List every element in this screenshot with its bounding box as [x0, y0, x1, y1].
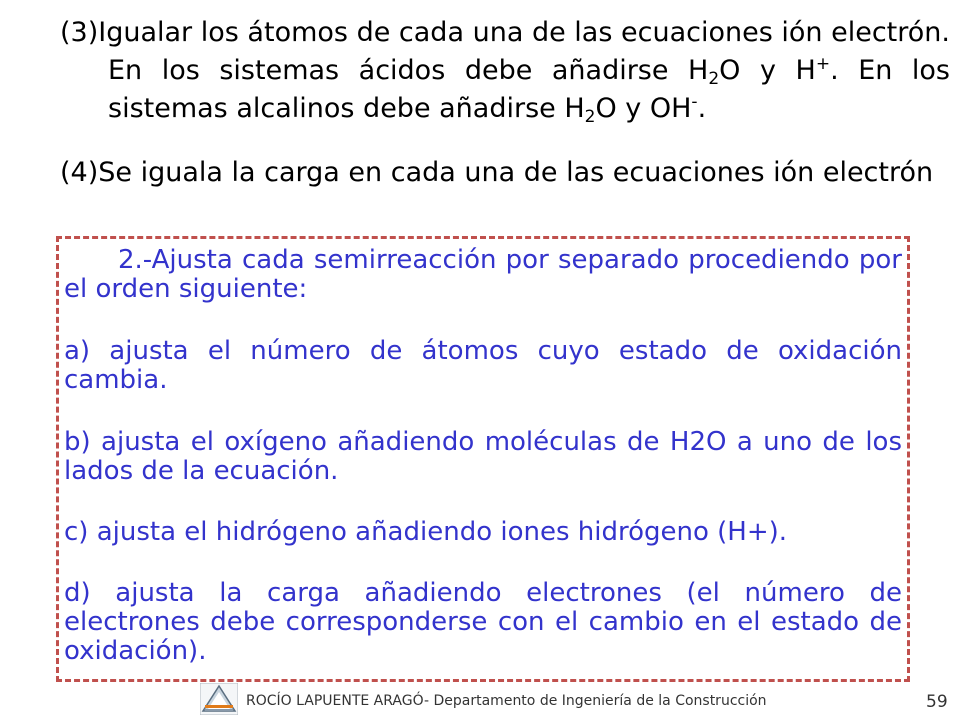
box-item-a: a) ajusta el número de átomos cuyo estado de oxidación cambia.: [64, 336, 902, 395]
page-number: 59: [926, 692, 948, 712]
step-3-text-mid2: O y OH: [595, 93, 692, 124]
step-3-number: (3): [60, 17, 99, 48]
step-3-text-2: . En los sistemas alcalinos debe añadirse H: [108, 55, 951, 124]
box-intro: 2.-Ajusta cada semirreacción por separado procediendo por el orden siguiente:: [64, 245, 902, 304]
box-item-b: b) ajusta el oxígeno añadiendo moléculas de H2O a uno de los lados de la ecuación.: [64, 427, 902, 486]
subscript-2b: 2: [584, 107, 596, 127]
triangle-logo-icon: [200, 683, 238, 715]
step-3-end: .: [697, 93, 707, 124]
step-4-paragraph: (4)Se iguala la carga en cada una de las ecuaciones ión electrón: [60, 157, 934, 188]
step-3-paragraph: [60, 14, 950, 128]
step-3-text-mid: O y H: [719, 55, 816, 86]
superscript-minus: -: [691, 92, 698, 112]
step-3-text: Igualar los átomos de cada una de las ecuaciones ión electrón. En los sistemas ácidos debe añadirse H: [98, 17, 950, 86]
superscript-plus: +: [815, 54, 831, 74]
box-item-c: c) ajusta el hidrógeno añadiendo iones hidrógeno (H+).: [64, 517, 788, 547]
footer-author: ROCÍO LAPUENTE ARAGÓ- Departamento de Ingeniería de la Construcción: [246, 693, 767, 709]
subscript-2: 2: [708, 69, 720, 89]
box-item-d: d) ajusta la carga añadiendo electrones (el número de electrones debe corresponderse con el cambio en el estado de oxidación).: [64, 578, 902, 666]
